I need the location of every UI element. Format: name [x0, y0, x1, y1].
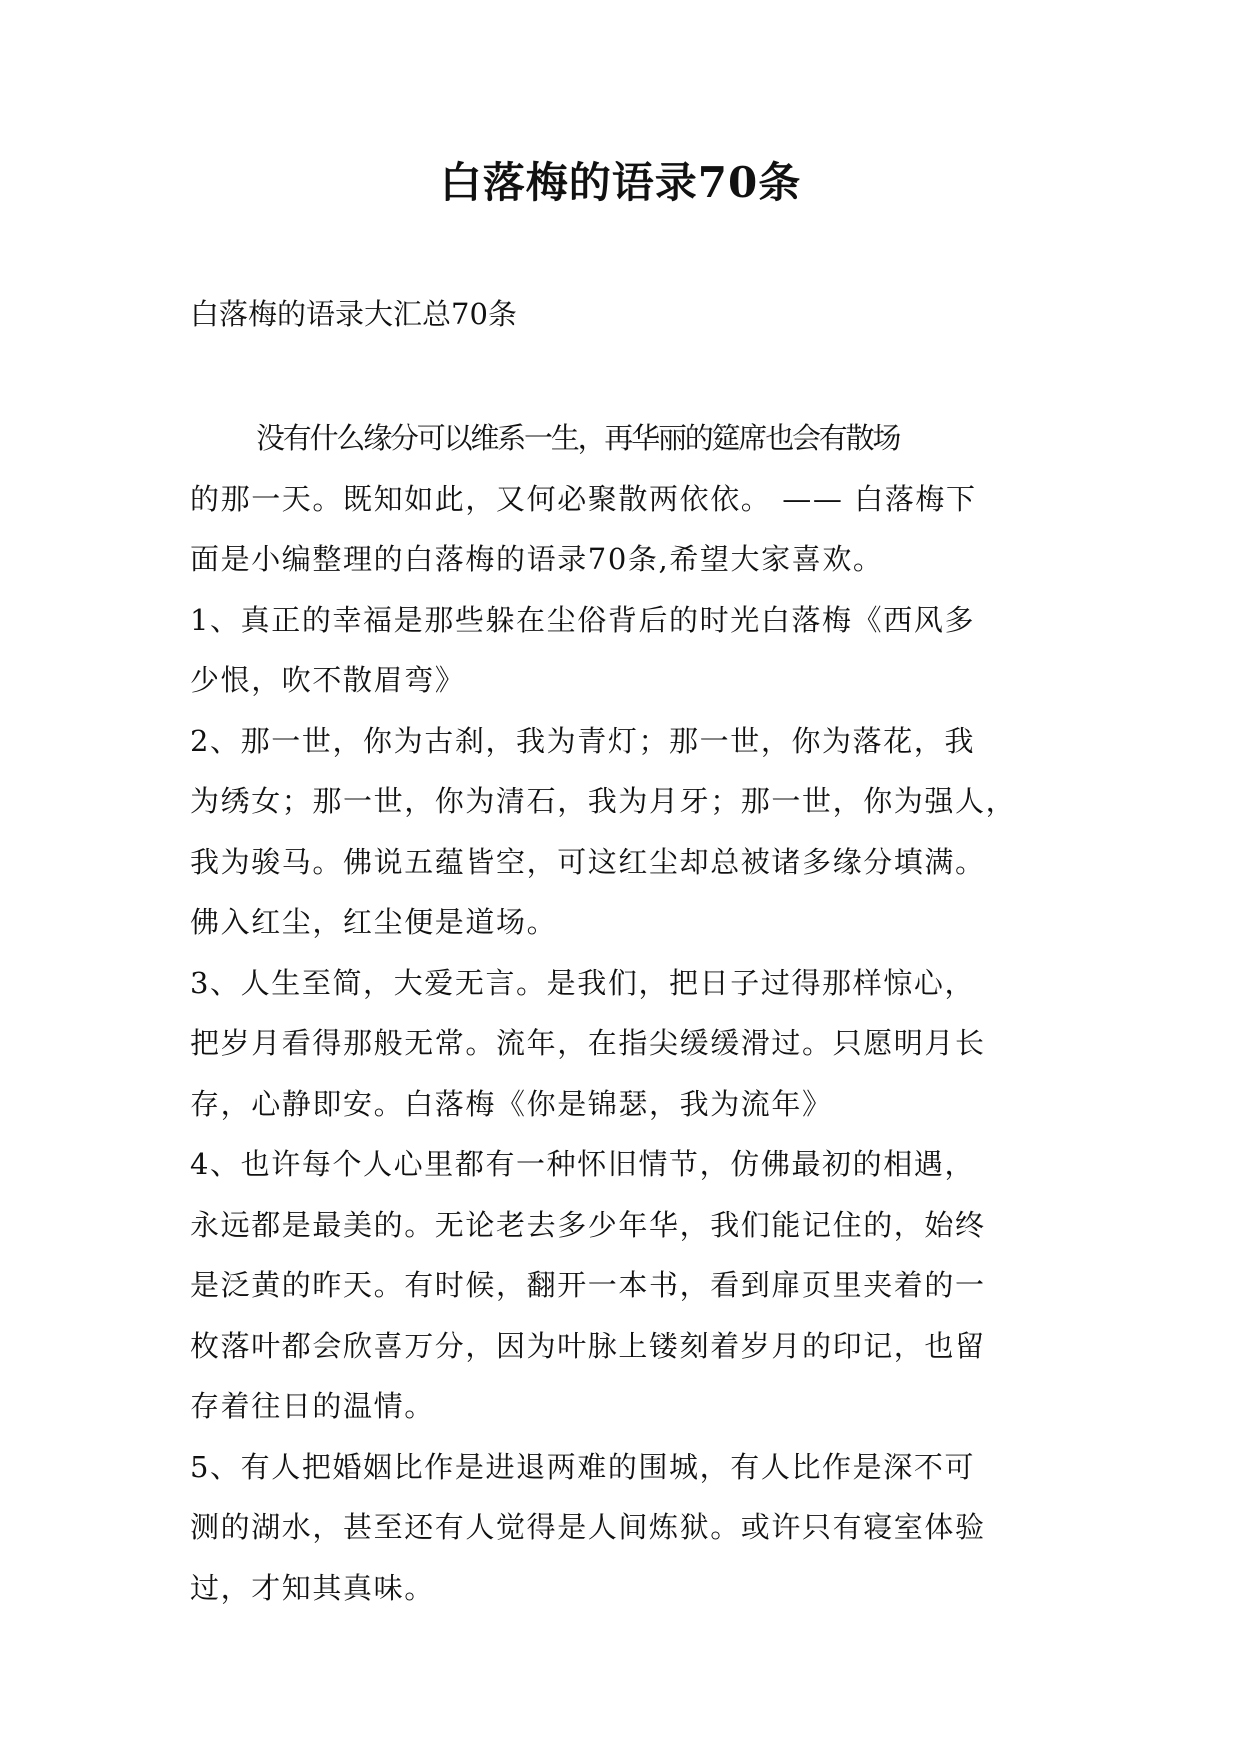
body-line: 4、也许每个人心里都有一种怀旧情节，仿佛最初的相遇，: [190, 1147, 976, 1181]
body-line: 为绣女；那一世，你为清石，我为月牙；那一世，你为强人，: [190, 784, 1017, 818]
body-line: 永远都是最美的。无论老去多少年华，我们能记住的，始终: [190, 1207, 986, 1242]
document-body: [190, 408, 1050, 1618]
body-line: 少恨，吹不散眉弯》: [190, 663, 466, 697]
document-title: 白落梅的语录70条: [439, 158, 802, 207]
body-line: 测的湖水，甚至还有人觉得是人间炼狱。或许只有寝室体验: [190, 1510, 986, 1544]
document-subtitle: 白落梅的语录大汇总70条: [190, 297, 517, 331]
body-line: 3、人生至简，大爱无言。是我们，把日子过得那样惊心，: [190, 965, 976, 1000]
body-line: 枚落叶都会欣喜万分，因为叶脉上镂刻着岁月的印记，也留: [190, 1328, 986, 1363]
body-line: 存着往日的温情。: [190, 1389, 435, 1423]
body-line: 我为骏马。佛说五蕴皆空，可这红尘却总被诸多缘分填满。: [190, 844, 986, 879]
body-line: 过，才知其真味。: [190, 1570, 435, 1605]
body-line: 面是小编整理的白落梅的语录70条,希望大家喜欢。: [190, 542, 884, 576]
body-line: 存，心静即安。白落梅《你是锦瑟，我为流年》: [190, 1086, 833, 1121]
body-line: 2、那一世，你为古刹，我为青灯；那一世，你为落花，我: [190, 723, 976, 758]
body-line: 5、有人把婚姻比作是进退两难的围城，有人比作是深不可: [190, 1449, 976, 1484]
body-line: 把岁月看得那般无常。流年，在指尖缓缓滑过。只愿明月长: [190, 1026, 986, 1060]
body-line: 的那一天。既知如此，又何必聚散两依依。 —— 白落梅下: [190, 481, 977, 516]
body-line: 佛入红尘，红尘便是道场。: [190, 905, 558, 939]
body-line: 没有什么缘分可以维系一生，再华丽的筵席也会有散场: [256, 421, 900, 455]
body-line: 1、真正的幸福是那些躲在尘俗背后的时光白落梅《西风多: [190, 602, 976, 637]
body-line: 是泛黄的昨天。有时候，翻开一本书，看到扉页里夹着的一: [190, 1268, 986, 1302]
